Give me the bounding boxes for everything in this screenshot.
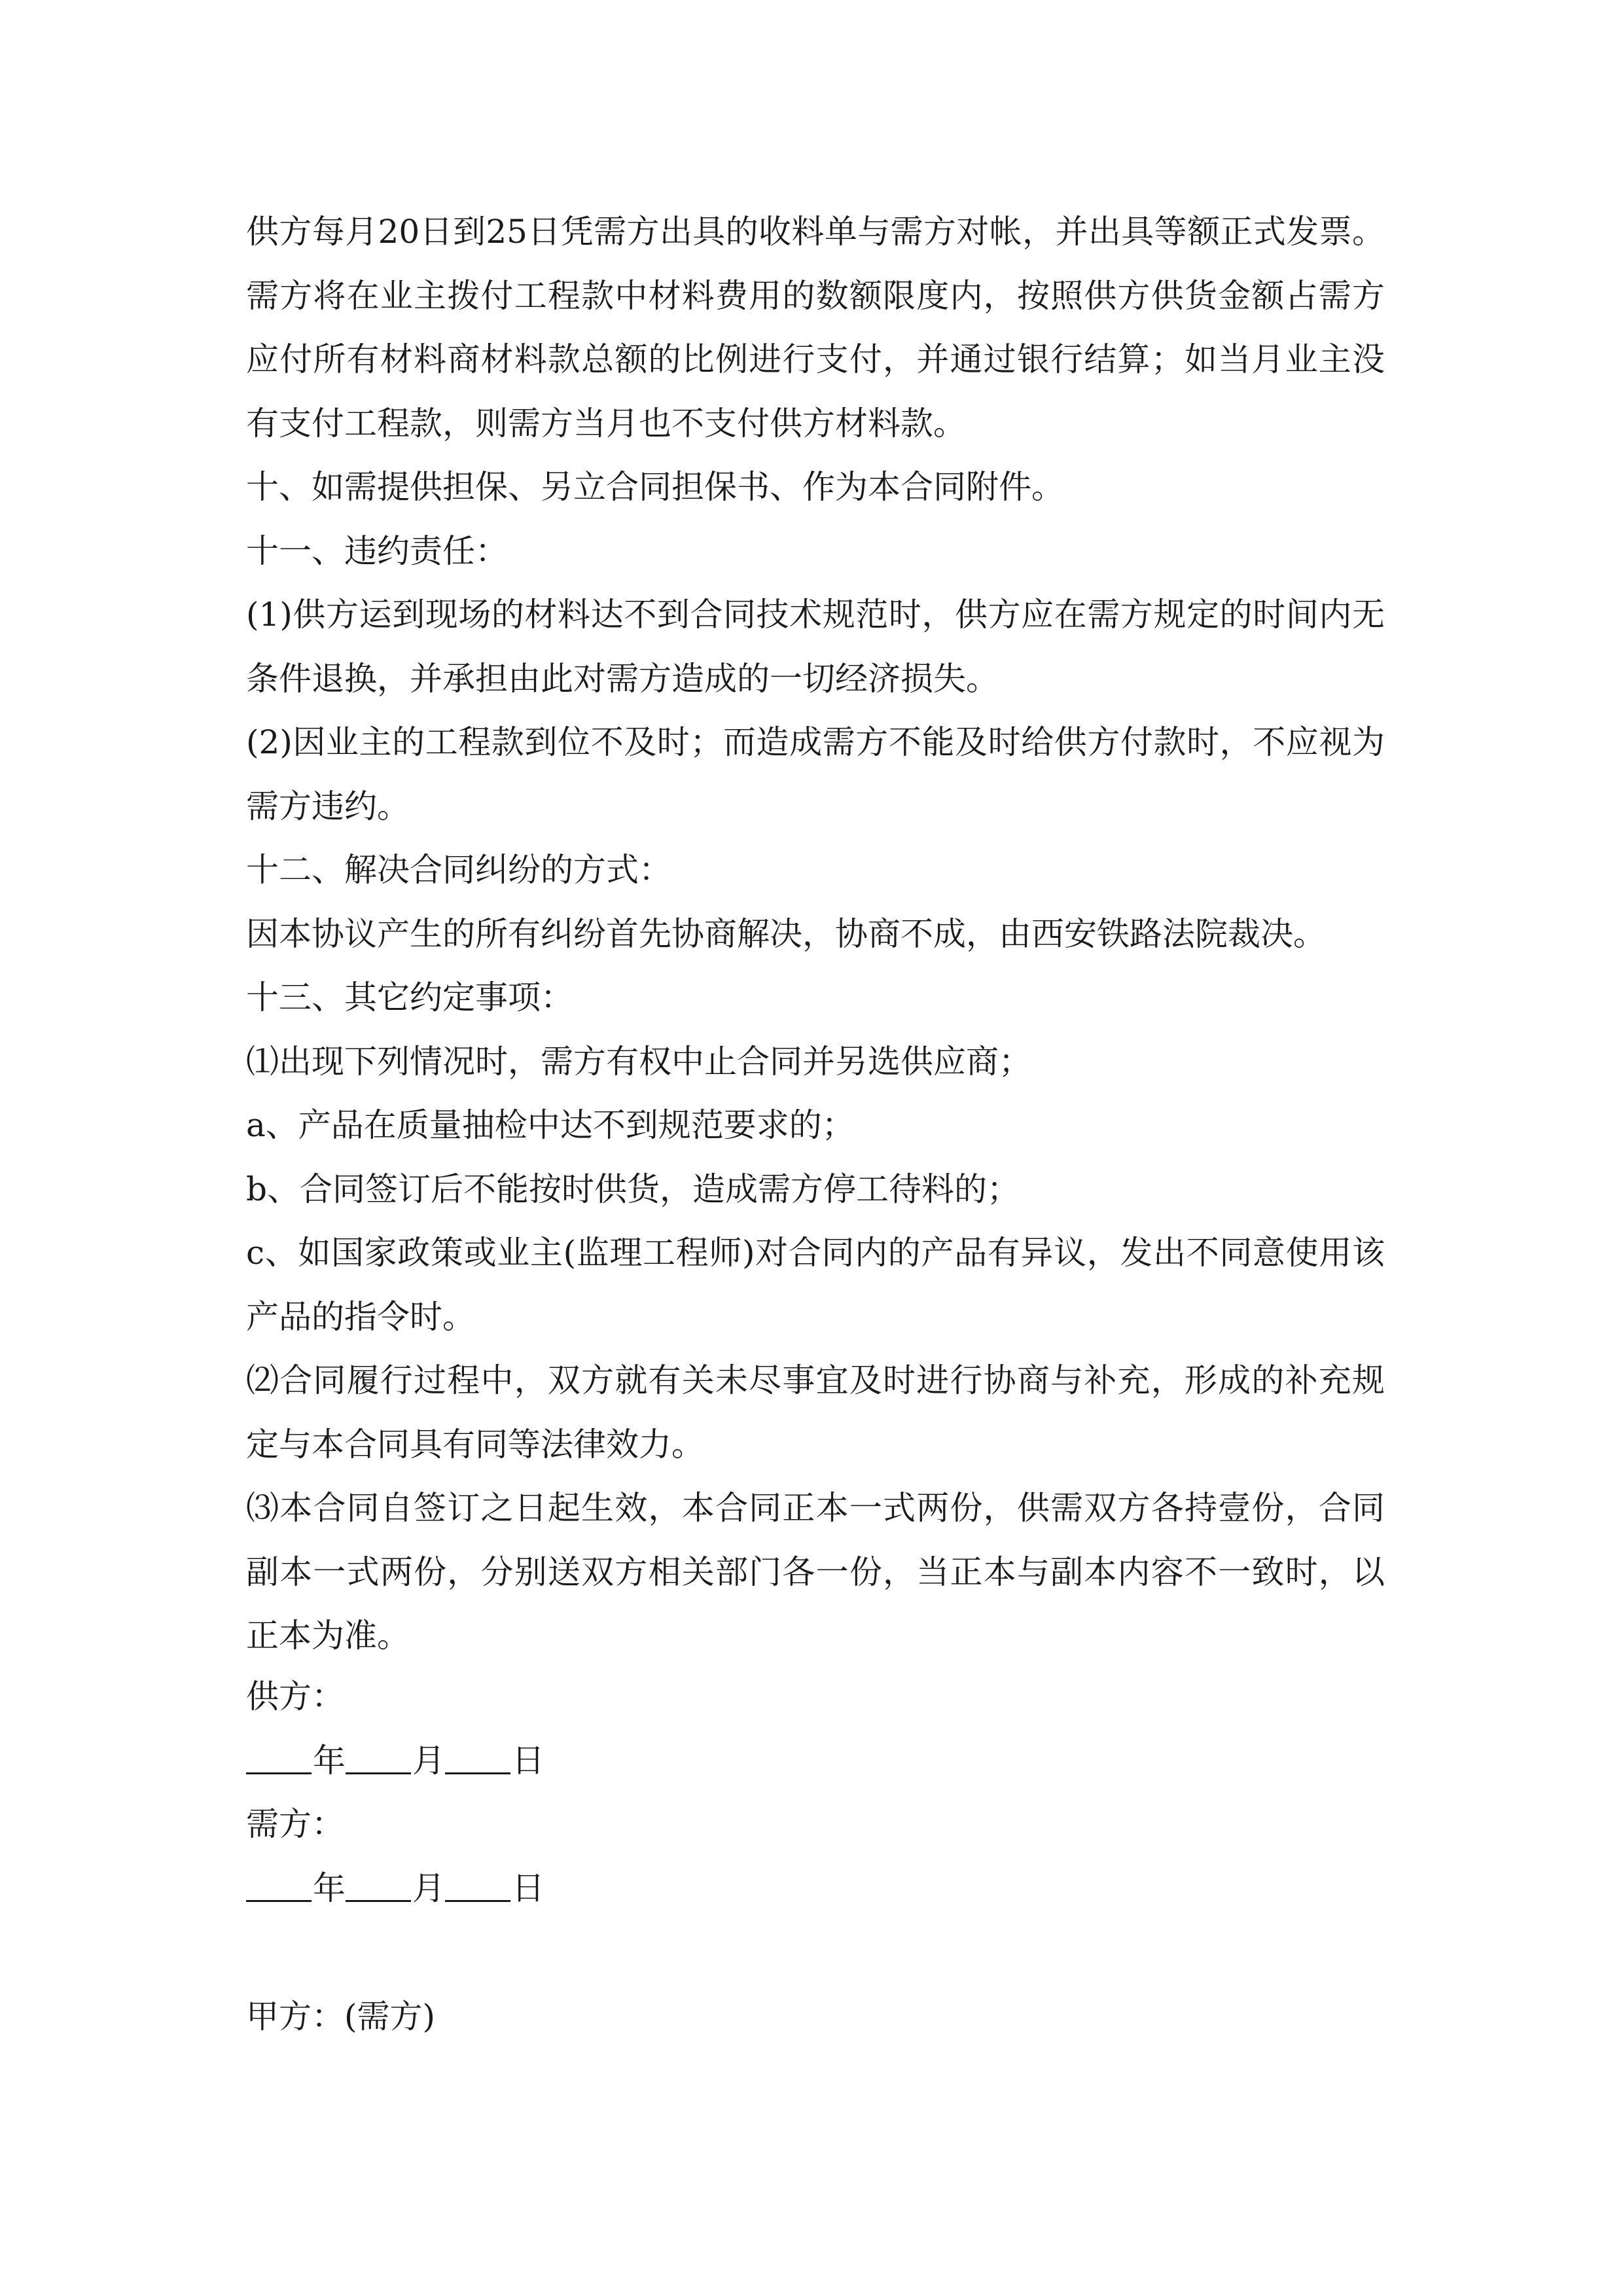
other-item-2: ⑵合同履行过程中，双方就有关未尽事宜及时进行协商与补充，形成的补充规定与本合同具有同等法律效力。 [246,1361,1385,1463]
day-blank [445,1772,510,1774]
month-blank [346,1899,411,1902]
section-heading-liability: 十一、违约责任： [246,531,508,570]
payment-paragraph: 供方每月20日到25日凭需方出具的收料单与需方对帐，并出具等额正式发票。需方将在业主拨付工程款中材料费用的数额限度内，按照供方供货金额占需方应付所有材料商材料款总额的比例进行支付，并通过银行结算；如当月业主没有支付工程款，则需方当月也不支付供方材料款。 [246,213,1385,442]
month-blank [346,1772,411,1774]
year-blank [246,1772,312,1774]
other-item-1c: c、如国家政策或业主(监理工程师)对合同内的产品有异议，发出不同意使用该产品的指令时。 [246,1234,1385,1336]
month-char: 月 [412,1869,445,1907]
year-char: 年 [313,1869,346,1907]
liability-item-2: (2)因业主的工程款到位不及时；而造成需方不能及时给供方付款时，不应视为需方违约。 [246,723,1385,825]
closing-block [246,1985,435,2049]
day-char: 日 [512,1869,544,1907]
year-char: 年 [313,1741,346,1780]
contract-body [246,200,1385,1668]
day-blank [445,1899,510,1902]
other-item-1: ⑴出现下列情况时，需方有权中止合同并另选供应商； [246,1042,1031,1081]
buyer-label: 需方： [246,1805,344,1843]
liability-item-1: (1)供方运到现场的材料达不到合同技术规范时，供方应在需方规定的时间内无条件退换，并承担由此对需方造成的一切经济损失。 [246,596,1385,698]
supplier-label: 供方： [246,1677,344,1715]
section-heading-dispute: 十二、解决合同纠纷的方式： [246,851,671,889]
buyer-date-line [246,1857,544,1921]
month-char: 月 [412,1741,445,1780]
other-item-1a: a、产品在质量抽检中达不到规范要求的； [246,1106,855,1144]
other-item-1b: b、合同签订后不能按时供货，造成需方停工待料的； [246,1170,1020,1208]
party-a-label: 甲方：(需方) [246,1998,436,2036]
supplier-date-line [246,1729,544,1793]
year-blank [246,1899,312,1902]
dispute-paragraph: 因本协议产生的所有纠纷首先协商解决，协商不成，由西安铁路法院裁决。 [246,914,1326,953]
day-char: 日 [512,1741,544,1780]
other-item-3: ⑶本合同自签订之日起生效，本合同正本一式两份，供需双方各持壹份，合同副本一式两份，分别送双方相关部门各一份，当正本与副本内容不一致时，以正本为准。 [246,1489,1385,1655]
section-heading-other: 十三、其它约定事项： [246,978,573,1016]
guarantee-clause: 十、如需提供担保、另立合同担保书、作为本合同附件。 [246,468,1064,506]
signature-block [246,1665,544,1920]
